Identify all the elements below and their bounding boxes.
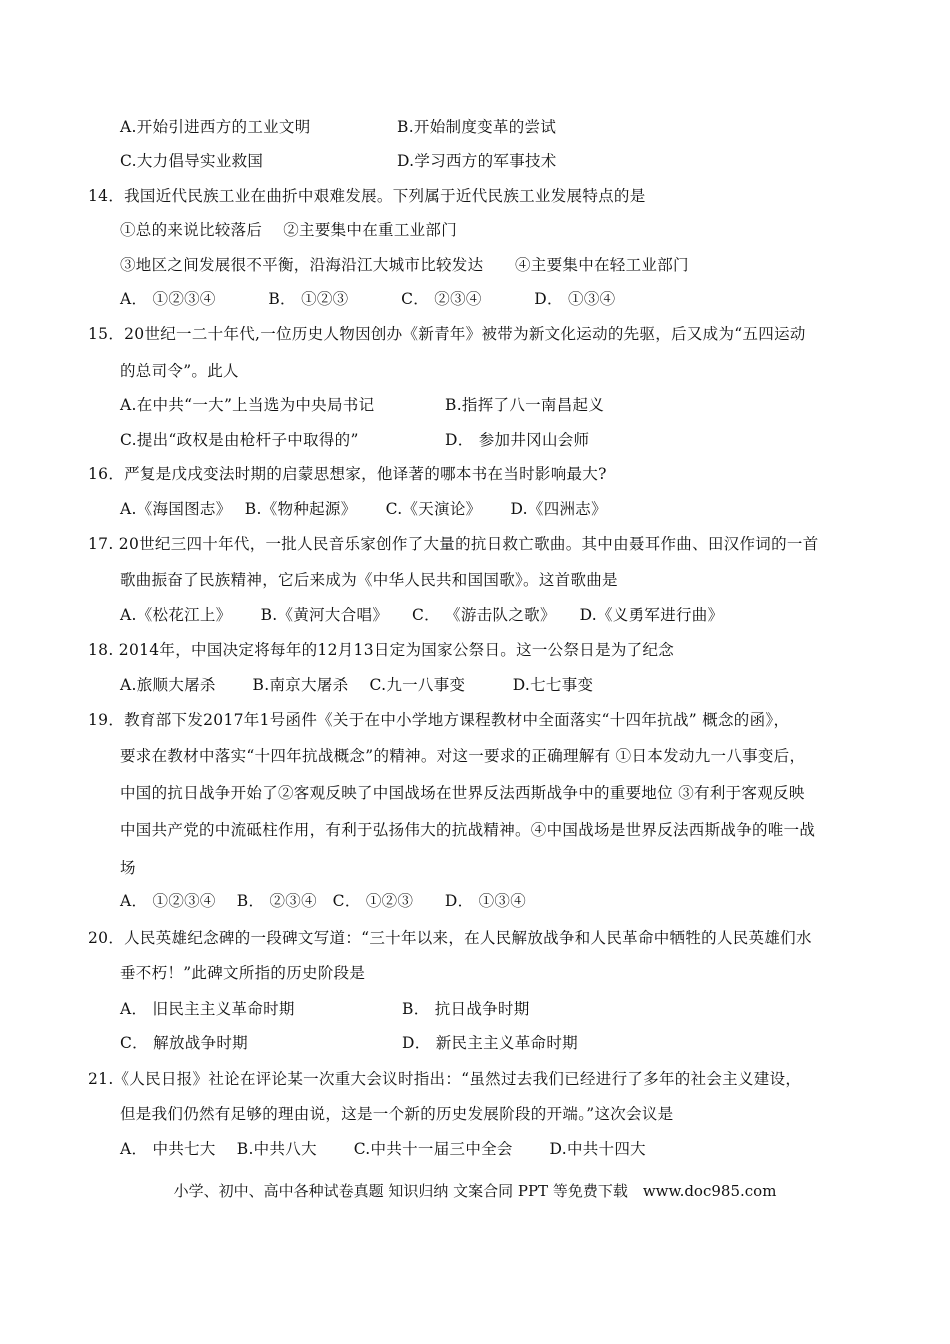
q20-stem-1: 20．人民英雄纪念碑的一段碑文写道：“三十年以来，在人民解放战争和人民革命中牺牲的人民英雄们水 — [88, 929, 812, 947]
q15-option-d: D． 参加井冈山会师 — [445, 431, 590, 449]
q13-option-c: C.大力倡导实业救国 — [120, 152, 264, 170]
q16-options: A.《海国图志》 B.《物种起源》 C.《天演论》 D.《四洲志》 — [120, 500, 607, 518]
q21-options: A． 中共七大 B.中共八大 C.中共十一届三中全会 D.中共十四大 — [120, 1140, 646, 1158]
q19-stem-5: 场 — [120, 859, 136, 877]
q17-stem-2: 歌曲振奋了民族精神，它后来成为《中华人民共和国国歌》。这首歌曲是 — [120, 571, 618, 589]
q20-stem-2: 垂不朽！”此碑文所指的历史阶段是 — [120, 964, 366, 982]
q15-stem-1: 15．20世纪一二十年代,一位历史人物因创办《新青年》被带为新文化运动的先驱，后又成为“五四运动 — [88, 325, 806, 343]
q19-stem-4: 中国共产党的中流砥柱作用，有利于弘扬伟大的抗战精神。④中国战场是世界反法西斯战争的唯一战 — [120, 821, 816, 839]
q14-options: A． ①②③④ B． ①②③ C． ②③④ D． ①③④ — [120, 290, 616, 308]
q18-options: A.旅顺大屠杀 B.南京大屠杀 C.九一八事变 D.七七事变 — [120, 676, 594, 694]
q19-stem-3: 中国的抗日战争开始了②客观反映了中国战场在世界反法西斯战争中的重要地位 ③有利于客观反映 — [120, 784, 805, 802]
q21-stem-1: 21.《人民日报》社论在评论某一次重大会议时指出：“虽然过去我们已经进行了多年的社会主义建设， — [88, 1070, 802, 1088]
q14-items-2: ③地区之间发展很不平衡，沿海沿江大城市比较发达 ④主要集中在轻工业部门 — [120, 256, 689, 274]
q18-stem: 18. 2014年，中国决定将每年的12月13日定为国家公祭日。这一公祭日是为了纪念 — [88, 641, 675, 659]
page-footer: 小学、初中、高中各种试卷真题 知识归纳 文案合同 PPT 等免费下载 www.doc985.com — [173, 1182, 777, 1200]
q13-option-a: A.开始引进西方的工业文明 — [120, 118, 311, 136]
q21-stem-2: 但是我们仍然有足够的理由说，这是一个新的历史发展阶段的开端。”这次会议是 — [120, 1105, 674, 1123]
q14-stem: 14．我国近代民族工业在曲折中艰难发展。下列属于近代民族工业发展特点的是 — [88, 187, 646, 205]
q20-option-b: B． 抗日战争时期 — [402, 1000, 530, 1018]
q17-options: A.《松花江上》 B.《黄河大合唱》 C． 《游击队之歌》 D.《义勇军进行曲》 — [120, 606, 724, 624]
q15-option-c: C.提出“政权是由枪杆子中取得的” — [120, 431, 359, 449]
q17-stem-1: 17. 20世纪三四十年代，一批人民音乐家创作了大量的抗日救亡歌曲。其中由聂耳作曲、田汉作词的一首 — [88, 535, 819, 553]
q19-options: A． ①②③④ B． ②③④ C． ①②③ D． ①③④ — [120, 892, 527, 910]
q20-option-d: D． 新民主主义革命时期 — [402, 1034, 578, 1052]
q20-option-a: A． 旧民主主义革命时期 — [120, 1000, 295, 1018]
q19-stem-2: 要求在教材中落实“十四年抗战概念”的精神。对这一要求的正确理解有 ①日本发动九一八事变后， — [120, 747, 806, 765]
q20-option-c: C． 解放战争时期 — [120, 1034, 248, 1052]
q14-items-1: ①总的来说比较落后 ②主要集中在重工业部门 — [120, 221, 458, 239]
q15-option-a: A.在中共“一大”上当选为中央局书记 — [120, 396, 375, 414]
q19-stem-1: 19．教育部下发2017年1号函件《关于在中小学地方课程教材中全面落实“十四年抗战” 概念的函》， — [88, 711, 790, 729]
q13-option-b: B.开始制度变革的尝试 — [397, 118, 557, 136]
q13-option-d: D.学习西方的军事技术 — [397, 152, 557, 170]
q15-option-b: B.指挥了八一南昌起义 — [445, 396, 605, 414]
q16-stem: 16．严复是戊戌变法时期的启蒙思想家，他译著的哪本书在当时影响最大? — [88, 465, 607, 483]
q15-stem-2: 的总司令”。此人 — [120, 362, 239, 380]
